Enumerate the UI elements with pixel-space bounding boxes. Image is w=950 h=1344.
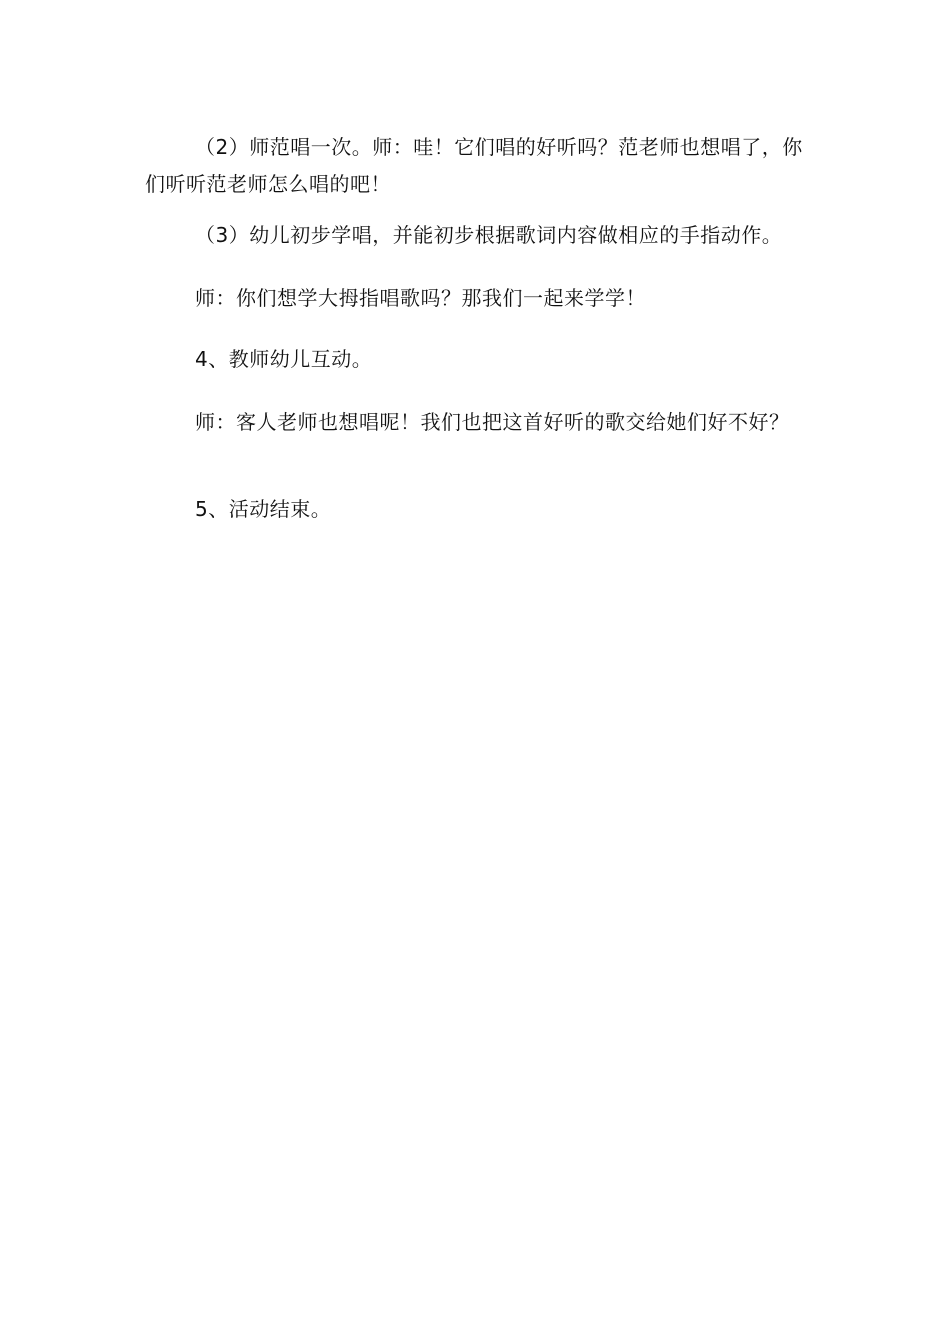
paragraph-step-4-heading: 4、教师幼儿互动。 (195, 347, 373, 371)
paragraph-children-learn-singing: （3）幼儿初步学唱，并能初步根据歌词内容做相应的手指动作。 (195, 223, 783, 247)
paragraph-teacher-demo-singing: （2）师范唱一次。师：哇！它们唱的好听吗？范老师也想唱了，你们听听范老师怎么唱的吧！ (145, 135, 803, 196)
paragraph-guest-teachers: 师：客人老师也想唱呢！我们也把这首好听的歌交给她们好不好？ (195, 410, 790, 434)
paragraph-step-5-heading: 5、活动结束。 (195, 497, 332, 521)
paragraph-teacher-question: 师：你们想学大拇指唱歌吗？那我们一起来学学！ (195, 286, 646, 310)
